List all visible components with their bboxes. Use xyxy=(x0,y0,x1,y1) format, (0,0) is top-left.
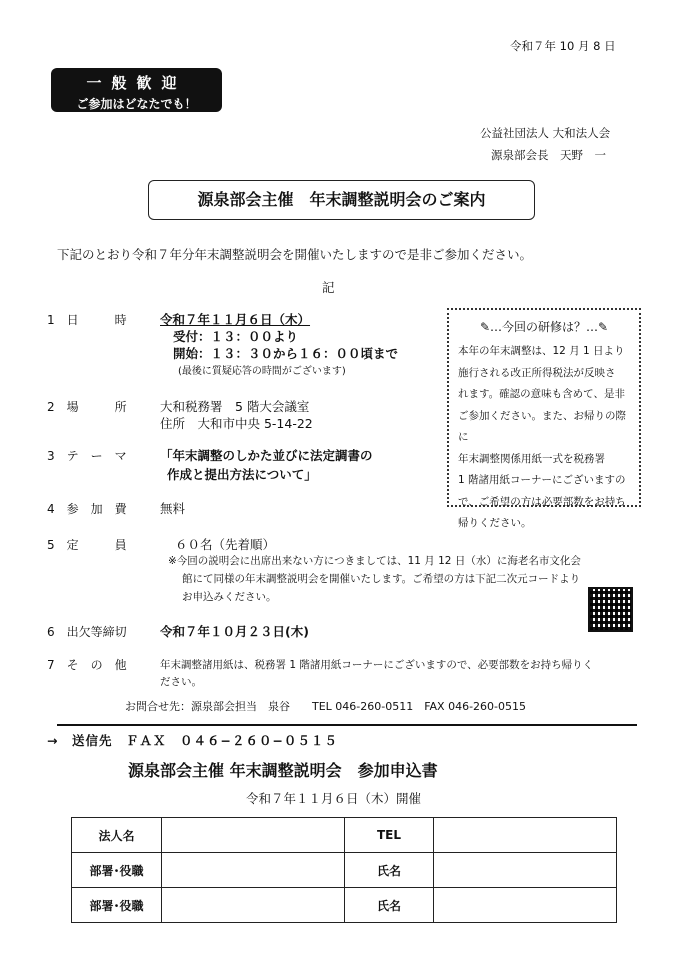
theme-line2: 作成と提出方法について」 xyxy=(167,467,317,482)
label-place: 2 場 所 xyxy=(47,400,127,414)
welcome-badge xyxy=(51,68,222,112)
venue-address: 住所 大和市中央 5-14-22 xyxy=(160,416,313,431)
name-field[interactable] xyxy=(434,888,617,923)
sidebox-line: 帰りください。 xyxy=(458,517,532,529)
sidebox-body xyxy=(458,341,631,535)
capacity-note-1: ※今回の説明会に出席出来ない方につきましては、11 月 12 日（水）に海老名市文化会 xyxy=(168,555,581,567)
capacity-note-3: お申込みください。 xyxy=(182,591,277,603)
reception-time: 受付：１３：００より xyxy=(173,329,299,344)
document-title: 源泉部会主催 年末調整説明会のご案内 xyxy=(148,180,535,220)
other-line1: 年末調整諸用紙は、税務署 1 階諸用紙コーナーにございますので、必要部数をお持ち帰りく xyxy=(160,659,594,671)
sender-org: 公益社団法人 大和法人会 xyxy=(480,126,611,140)
sidebox-line: 施行される改正所得税法が反映さ xyxy=(458,366,616,379)
dept-label: 部署･役職 xyxy=(72,888,162,923)
qa-note: (最後に質疑応答の時間がございます) xyxy=(178,366,346,377)
sidebox-line: 年末調整関係用紙一式を税務署 xyxy=(458,452,605,465)
label-capacity: 5 定 員 xyxy=(47,538,127,552)
badge-subtext: ご参加はどなたでも！ xyxy=(76,97,197,111)
tel-field[interactable] xyxy=(434,818,617,853)
venue: 大和税務署 5 階大会議室 xyxy=(160,399,310,414)
fax-destination: → 送信先 ＦＡＸ ０４６−２６０−０５１５ xyxy=(47,733,338,748)
training-info-box xyxy=(447,308,641,529)
sidebox-line: 本年の年末調整は、12 月 1 日より xyxy=(458,345,625,357)
fee-value: 無料 xyxy=(160,501,186,516)
document-date: 令和７年 10 月 8 日 xyxy=(510,39,616,53)
sidebox-line: れます。確認の意味も含めて、是非 xyxy=(458,388,625,400)
qr-code[interactable] xyxy=(588,587,633,632)
start-time: 開始：１３：３０から１６：００頃まで xyxy=(173,346,399,361)
deadline-value: 令和７年１０月２３日(木) xyxy=(160,624,309,639)
label-date: 1 日 時 xyxy=(47,313,127,327)
tel-label: TEL xyxy=(345,818,434,853)
name-label: 氏名 xyxy=(345,853,434,888)
corp-name-field[interactable] xyxy=(162,818,345,853)
sidebox-line: 1 階諸用紙コーナーにございますの xyxy=(458,474,626,486)
dept-field[interactable] xyxy=(162,853,345,888)
theme-line1: 「年末調整のしかた並びに法定調書の xyxy=(160,448,373,463)
contact-info: お問合せ先：源泉部会担当 泉谷 TEL 046-260-0511 FAX 046-260-0515 xyxy=(125,700,527,713)
dept-field[interactable] xyxy=(162,888,345,923)
dept-label: 部署･役職 xyxy=(72,853,162,888)
name-field[interactable] xyxy=(434,853,617,888)
sidebox-line: で、ご希望の方は必要部数をお持ち xyxy=(458,495,626,508)
form-subtitle: 令和７年１１月６日（木）開催 xyxy=(246,791,422,806)
label-fee: 4 参 加 費 xyxy=(47,502,127,516)
corp-name-label: 法人名 xyxy=(72,818,162,853)
name-label: 氏名 xyxy=(345,888,434,923)
capacity-value: ６０名（先着順） xyxy=(175,537,276,552)
ki-heading: 記 xyxy=(322,280,335,295)
label-other: 7 そ の 他 xyxy=(47,658,127,672)
intro-text: 下記のとおり令和７年分年末調整説明会を開催いたしますので是非ご参加ください。 xyxy=(57,247,533,262)
badge-heading: 一般歓迎 xyxy=(86,74,187,92)
other-line2: ださい。 xyxy=(160,676,202,688)
form-title: 源泉部会主催 年末調整説明会 参加申込書 xyxy=(128,761,438,780)
sidebox-heading: ✎…今回の研修は？…✎ xyxy=(479,320,609,334)
label-theme: 3 テ ー マ xyxy=(47,449,127,463)
event-date: 令和７年１１月６日（木） xyxy=(160,312,311,327)
capacity-note-2: 館にて同様の年末調整説明会を開催いたします。ご希望の方は下記二次元コードより xyxy=(182,573,581,585)
label-deadline: 6 出欠等締切 xyxy=(47,625,127,639)
divider xyxy=(57,724,637,726)
sender-person: 源泉部会長 天野 一 xyxy=(491,148,606,162)
sidebox-line: ご参加ください。また、お帰りの際に xyxy=(458,409,626,443)
application-form xyxy=(71,817,617,923)
